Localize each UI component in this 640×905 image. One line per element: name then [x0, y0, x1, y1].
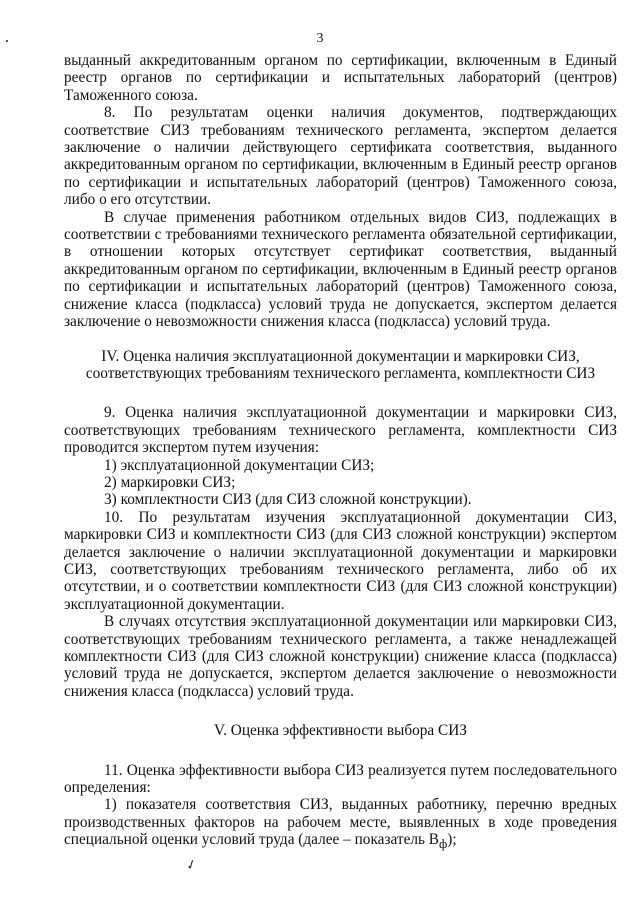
list-item-11-1-end: ); — [447, 831, 457, 849]
page-number: 3 — [316, 31, 324, 46]
paragraph-11: 11. Оценка эффективности выбора СИЗ реализуется путем последовательного определения: — [64, 761, 617, 797]
list-item-11-1 — [64, 796, 617, 853]
list-item-9-3: 3) комплектности СИЗ (для СИЗ сложной конструкции). — [104, 491, 472, 509]
margin-mark: ✓ — [183, 855, 199, 874]
paragraph-continuation: выданный аккредитованным органом по сертификации, включенным в Единый реестр органов по сертификации и испытательных лабораторий (центров) Таможенного союза. — [64, 52, 617, 104]
paragraph-8-case: В случае применения работником отдельных видов СИЗ, подлежащих в соответствии с требованиями технического регламента обязательной сертификации, в отношении которых отсутствует сертификат соответствия, выданный аккредитованным органом по сертификации, включенным в Единый реестр органов по сертификации и испытательных лабораторий (центров) Таможенного союза, снижение класса (подкласса) условий труда не допускается, экспертом делается заключение о невозможности снижения класса (подкласса) условий труда. — [64, 208, 617, 331]
list-item-9-1: 1) эксплуатационной документации СИЗ; — [104, 456, 375, 474]
paragraph-9: 9. Оценка наличия эксплуатационной документации и маркировки СИЗ, соответствующих требованиям технического регламента, комплектности СИЗ проводится экспертом путем изучения: — [64, 404, 617, 457]
paragraph-8: 8. По результатам оценки наличия документов, подтверждающих соответствие СИЗ требованиям технического регламента, экспертом делается заключение о наличии действующего сертификата соответствия, выданного аккредитованным органом по сертификации, включенным в Единый реестр органов по сертификации и испытательных лабораторий (центров) Таможенного союза, либо о его отсутствии. — [64, 104, 617, 209]
list-item-9-2: 2) маркировки СИЗ; — [104, 473, 236, 491]
section-heading-iv-line1: IV. Оценка наличия эксплуатационной документации и маркировки СИЗ, — [101, 347, 580, 365]
list-item-11-1-text: 1) показателя соответствия СИЗ, выданных работнику, перечню вредных производственных факторов на рабочем месте, выявленных в ходе проведения специальной оценки условий труда (далее – показатель В — [64, 796, 617, 849]
subscript-f: ф — [439, 837, 448, 852]
paragraph-10-case: В случаях отсутствия эксплуатационной документации или маркировки СИЗ, соответствующих требованиям технического регламента, а также ненадлежащей комплектности СИЗ (для СИЗ сложной конструкции) снижение класса (подкласса) условий труда не допускается, экспертом делается заключение о невозможности снижения класса (подкласса) условий труда. — [64, 613, 617, 700]
section-heading-v: V. Оценка эффективности выбора СИЗ — [214, 722, 467, 740]
document-body — [64, 52, 617, 854]
section-heading-iv-line2: соответствующих требованиям технического регламента, комплектности СИЗ — [85, 364, 596, 382]
paragraph-10: 10. По результатам изучения эксплуатационной документации СИЗ, маркировки СИЗ и комплектности СИЗ (для СИЗ сложной конструкции) экспертом делается заключение о наличии эксплуатационной документации и маркировки СИЗ, соответствующих требованиям технического регламента, либо об их отсутствии, и о соответствии комплектности СИЗ (для СИЗ сложной конструкции) эксплуатационной документации. — [64, 508, 617, 613]
